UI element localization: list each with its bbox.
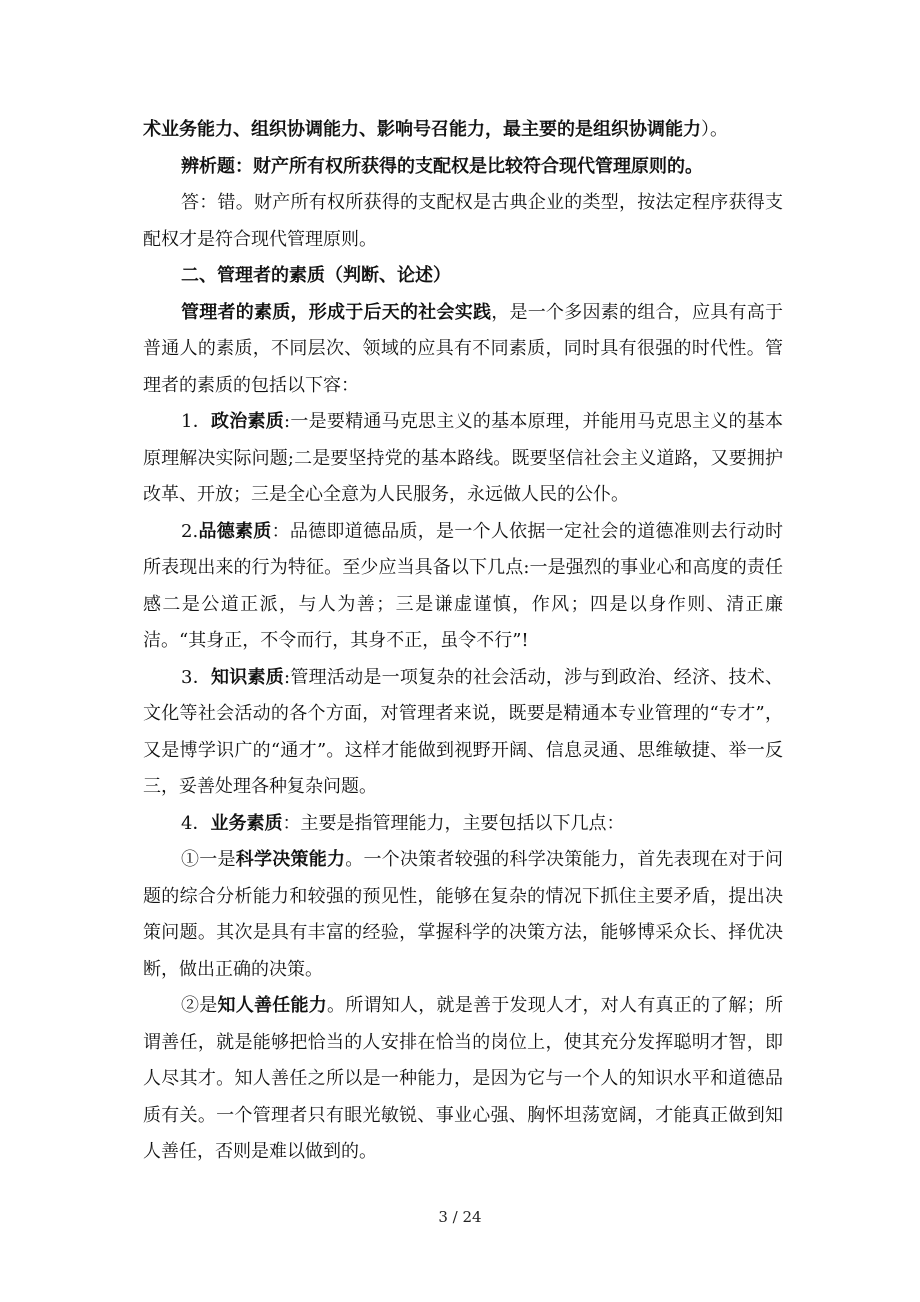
list-item-knowledge [143, 660, 783, 806]
sub-item-personnel [143, 988, 783, 1171]
list-item-moral [143, 514, 783, 660]
bold-text: 科学决策能力 [235, 849, 346, 870]
plain-text: ）。 [701, 119, 728, 140]
bold-text: 业务素质 [210, 812, 283, 834]
list-item-political [143, 404, 783, 514]
bold-text: 管理者的素质，形成于后天的社会实践 [181, 301, 492, 323]
bold-text: 品德素质 [198, 520, 272, 542]
plain-text: :一是要精通马克思主义的基本原理，并能用马克思主义的基本原理解决实际问题;二是要坚持党的基本路线。既要坚信社会主义道路，又要拥护改革、开放；三是全心全意为人民服务，永远做人民的公仆。 [143, 411, 784, 505]
plain-text: ：品德即道德品质，是一个人依据一定社会的道德准则去行动时所表现出来的行为特征。至少应当具备以下几点:一是强烈的事业心和高度的责任感二是公道正派，与人为善；三是谦虚谨慎，作风；四是以身作则、清正廉洁。“其身正，不令而行，其身不正，虽令不行”! [143, 520, 784, 651]
bold-text: 知人善任能力 [217, 995, 327, 1016]
plain-text: :管理活动是一项复杂的社会活动，涉与到政治、经济、技术、文化等社会活动的各个方面，对管理者来说，既要是精通本专业管理的“专才”，又是博学识广的“通才”。这样才能做到视野开阔、信息灵通、思维敏捷、举一反三，妥善处理各种复杂问题。 [143, 666, 784, 797]
page-number: 3 / 24 [438, 1208, 482, 1226]
list-item-business [143, 806, 783, 843]
bold-text: 术业务能力、组织协调能力、影响号召能力，最主要的是组织协调能力 [143, 119, 701, 140]
paragraph-continued [143, 112, 783, 149]
bold-text: 政治素质 [210, 411, 284, 432]
intro-paragraph [143, 295, 783, 405]
list-number: 1． [181, 411, 211, 432]
sub-item-decision [143, 842, 783, 988]
list-number: 2. [181, 520, 199, 542]
plain-text: ：主要是指管理能力，主要包括以下几点： [282, 812, 625, 834]
bold-text: 二、管理者的素质（判断、论述） [181, 265, 451, 286]
plain-text: 。一个决策者较强的科学决策能力，首先表现在对于问题的综合分析能力和较强的预见性，能够在复杂的情况下抓住主要矛盾，提出决策问题。其次是具有丰富的经验，掌握科学的决策方法，能够博采众长、择优决断，做出正确的决策。 [143, 849, 783, 980]
sub-item-marker: ①一是 [181, 849, 236, 870]
bold-text: 辨析题：财产所有权所获得的支配权是比较符合现代管理原则的。 [181, 155, 703, 177]
list-number: 3． [181, 666, 211, 688]
bold-text: 知识素质 [210, 666, 284, 688]
list-number: 4． [181, 812, 211, 834]
plain-text: 。所谓知人，就是善于发现人才，对人有真正的了解；所谓善任，就是能够把恰当的人安排在恰当的岗位上，使其充分发挥聪明才智，即人尽其才。知人善任之所以是一种能力，是因为它与一个人的知识水平和道德品质有关。一个管理者只有眼光敏锐、事业心强、胸怀坦荡宽阔，才能真正做到知人善任，否则是难以做到的。 [143, 995, 783, 1162]
page-body [143, 112, 783, 1171]
sub-item-marker: ②是 [181, 995, 218, 1016]
discussion-question [143, 149, 783, 186]
answer-paragraph: 答：错。财产所有权所获得的支配权是古典企业的类型，按法定程序获得支配权才是符合现代管理原则。 [143, 192, 783, 250]
section-heading [143, 258, 783, 295]
plain-text: ，是一个多因素的组合，应具有高于普通人的素质，不同层次、领域的应具有不同素质，同时具有很强的时代性。管理者的素质的包括以下容： [143, 301, 783, 396]
